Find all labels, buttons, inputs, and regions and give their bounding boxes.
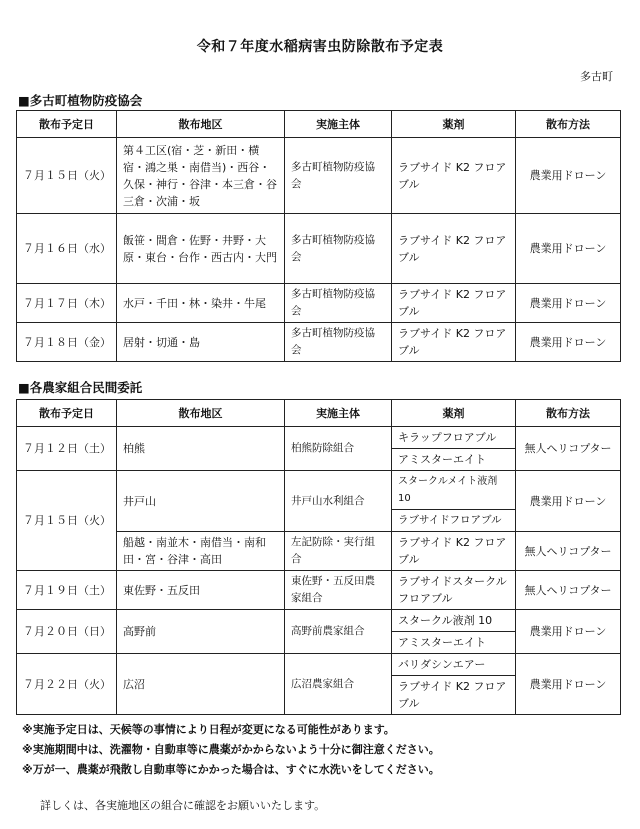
- table-header-row: [17, 400, 621, 427]
- note-line: ※万が一、農薬が飛散し自動車等にかかった場合は、すぐに水洗いをしてください。: [22, 763, 440, 776]
- date-cell: ７月１８日（金）: [17, 323, 117, 362]
- org-cell: 井戸山水利組合: [285, 471, 392, 532]
- org-cell: 左記防除・実行組合: [285, 532, 392, 571]
- date-cell: ７月１７日（木）: [17, 284, 117, 323]
- area-cell: 飯笹・間倉・佐野・井野・大原・東台・台作・西古内・大門: [117, 214, 285, 284]
- table-row: [17, 284, 621, 323]
- chemical-cell: ラブサイド K2 フロアブル: [392, 284, 516, 323]
- chemical-item: ラブサイド K2 フロアブル: [392, 675, 515, 714]
- header-area: 散布地区: [117, 400, 285, 427]
- schedule-table-farmers: [16, 399, 621, 715]
- date-cell: ７月１５日（火）: [17, 138, 117, 214]
- area-cell: 井戸山: [117, 471, 285, 532]
- issuer-label: 多古町: [580, 70, 613, 83]
- date-cell: ７月２０日（日）: [17, 610, 117, 654]
- chemical-item: スタークル液剤 10: [398, 614, 493, 627]
- chemical-item: アミスターエイト: [392, 448, 515, 470]
- chemical-cell: [392, 610, 516, 654]
- header-org: 実施主体: [285, 400, 392, 427]
- org-cell: 柏熊防除組合: [285, 427, 392, 471]
- org-cell: 多古町植物防疫協会: [285, 214, 392, 284]
- method-cell: 無人ヘリコプター: [516, 427, 621, 471]
- chemical-cell: ラブサイドスタークルフロアブル: [392, 571, 516, 610]
- date-cell: ７月１５日（火）: [17, 471, 117, 571]
- area-cell: 東佐野・五反田: [117, 571, 285, 610]
- chemical-cell: [392, 471, 516, 532]
- org-cell: 多古町植物防疫協会: [285, 323, 392, 362]
- org-cell: 広沼農家組合: [285, 654, 392, 715]
- header-area: 散布地区: [117, 111, 285, 138]
- closing-text: 詳しくは、各実施地区の組合に確認をお願いいたします。: [40, 799, 326, 812]
- notes-block: [22, 720, 440, 780]
- date-cell: ７月１６日（水）: [17, 214, 117, 284]
- method-cell: 農業用ドローン: [516, 654, 621, 715]
- method-cell: 農業用ドローン: [516, 138, 621, 214]
- area-cell: 広沼: [117, 654, 285, 715]
- header-chemical: 薬剤: [392, 400, 516, 427]
- note-line: ※実施予定日は、天候等の事情により日程が変更になる可能性があります。: [22, 723, 395, 736]
- area-cell: 第４工区(宿・芝・新田・横宿・鴻之巣・南借当)・西谷・久保・神行・谷津・本三倉・谷三倉・次浦・坂: [117, 138, 285, 214]
- date-cell: ７月１２日（土）: [17, 427, 117, 471]
- table-row: [17, 571, 621, 610]
- note-line: ※実施期間中は、洗濯物・自動車等に農薬がかからないよう十分に御注意ください。: [22, 743, 440, 756]
- area-cell: 居射・切通・島: [117, 323, 285, 362]
- chemical-item: ラブサイドフロアブル: [392, 509, 515, 531]
- chemical-item: アミスターエイト: [392, 631, 515, 653]
- chemical-item: バリダシンエアー: [398, 658, 486, 671]
- date-cell: ７月２２日（火）: [17, 654, 117, 715]
- area-cell: 船越・南並木・南借当・南和田・宮・谷津・高田: [117, 532, 285, 571]
- date-cell: ７月１９日（土）: [17, 571, 117, 610]
- header-method: 散布方法: [516, 111, 621, 138]
- org-cell: 多古町植物防疫協会: [285, 138, 392, 214]
- method-cell: 農業用ドローン: [516, 323, 621, 362]
- table-header-row: [17, 111, 621, 138]
- method-cell: 無人ヘリコプター: [516, 571, 621, 610]
- chemical-cell: [392, 654, 516, 715]
- org-cell: 多古町植物防疫協会: [285, 284, 392, 323]
- chemical-item: スタークルメイト液剤 10: [398, 476, 498, 504]
- header-date: 散布予定日: [17, 111, 117, 138]
- section2-heading: ■各農家組合民間委託: [18, 380, 143, 395]
- table-row: [17, 654, 621, 715]
- header-chemical: 薬剤: [392, 111, 516, 138]
- table-row: [17, 427, 621, 471]
- chemical-cell: ラブサイド K2 フロアブル: [392, 214, 516, 284]
- area-cell: 高野前: [117, 610, 285, 654]
- chemical-cell: [392, 427, 516, 471]
- chemical-cell: ラブサイド K2 フロアブル: [392, 532, 516, 571]
- area-cell: 柏熊: [117, 427, 285, 471]
- area-cell: 水戸・千田・林・染井・牛尾: [117, 284, 285, 323]
- org-cell: 高野前農家組合: [285, 610, 392, 654]
- document-title: 令和７年度水稲病害虫防除散布予定表: [196, 39, 444, 55]
- schedule-table-association: [16, 110, 621, 362]
- table-row: [17, 471, 621, 532]
- method-cell: 農業用ドローン: [516, 610, 621, 654]
- method-cell: 農業用ドローン: [516, 214, 621, 284]
- chemical-cell: ラブサイド K2 フロアブル: [392, 323, 516, 362]
- section1-heading: ■多古町植物防疫協会: [18, 93, 143, 108]
- method-cell: 農業用ドローン: [516, 471, 621, 532]
- org-cell: 東佐野・五反田農家組合: [285, 571, 392, 610]
- table-row: [17, 138, 621, 214]
- method-cell: 農業用ドローン: [516, 284, 621, 323]
- header-date: 散布予定日: [17, 400, 117, 427]
- method-cell: 無人ヘリコプター: [516, 532, 621, 571]
- chemical-cell: ラブサイド K2 フロアブル: [392, 138, 516, 214]
- header-method: 散布方法: [516, 400, 621, 427]
- table-row: [17, 214, 621, 284]
- table-row: [17, 610, 621, 654]
- table-row: [17, 323, 621, 362]
- chemical-item: キラップフロアブル: [398, 431, 497, 444]
- header-org: 実施主体: [285, 111, 392, 138]
